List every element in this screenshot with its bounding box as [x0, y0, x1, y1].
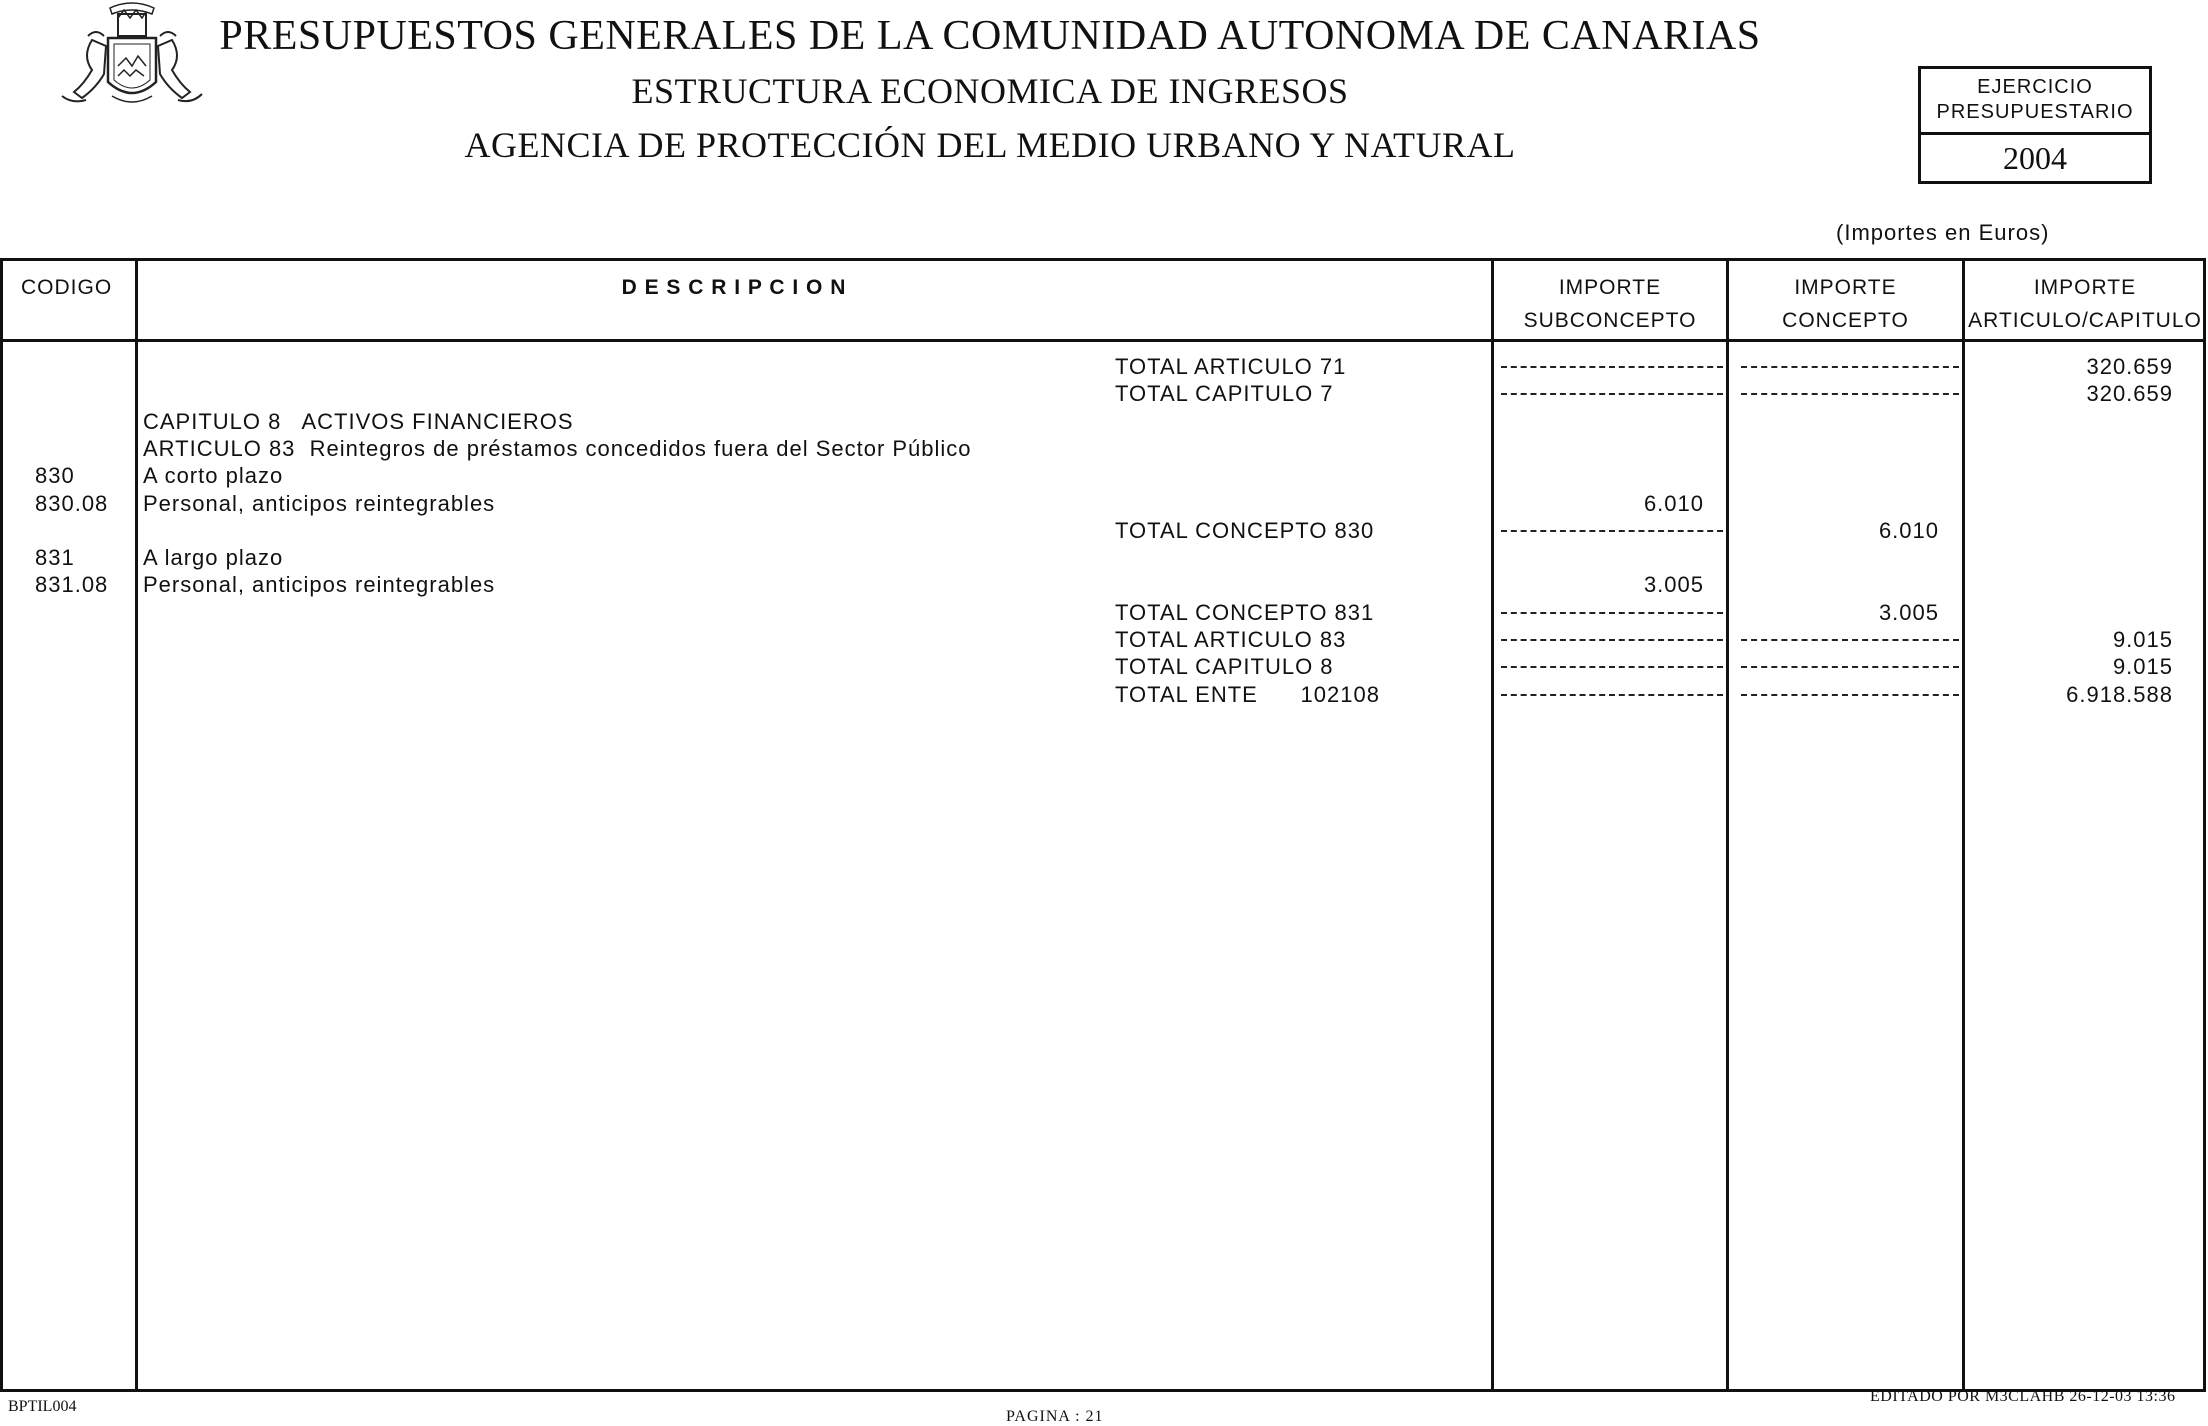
table-row [3, 681, 2203, 708]
table-row [3, 544, 2203, 571]
row-code: 831.08 [35, 572, 109, 598]
dash-placeholder [1741, 639, 1959, 641]
table-row [3, 380, 2203, 407]
agency-name: AGENCIA DE PROTECCIÓN DEL MEDIO URBANO Y NATURAL [464, 125, 1516, 165]
row-total-label: TOTAL CAPITULO 7 [1115, 381, 1334, 407]
row-code: 830 [35, 463, 75, 489]
dash-placeholder [1741, 366, 1959, 368]
row-description: CAPITULO 8 ACTIVOS FINANCIEROS [143, 408, 574, 434]
row-total-label: TOTAL ENTE 102108 [1115, 681, 1380, 707]
row-description: A corto plazo [143, 463, 284, 489]
row-total-label: TOTAL CONCEPTO 830 [1115, 517, 1375, 543]
ejercicio-label [1921, 69, 2149, 135]
row-description: ARTICULO 83 Reintegros de préstamos concedidos fuera del Sector Público [143, 435, 972, 461]
dash-placeholder [1741, 666, 1959, 668]
row-description: Personal, anticipos reintegrables [143, 572, 496, 598]
row-description: Personal, anticipos reintegrables [143, 490, 496, 516]
col-header-descripcion: D E S C R I P C I O N [621, 276, 847, 299]
ejercicio-label-line2: PRESUPUESTARIO [1936, 101, 2134, 123]
col-header-subconcepto-l1: IMPORTE [1558, 276, 1662, 299]
report-title: PRESUPUESTOS GENERALES DE LA COMUNIDAD AUTONOMA DE CANARIAS [219, 13, 1761, 59]
table-row [3, 653, 2203, 680]
table-row [3, 435, 2203, 462]
row-importe-articulo: 9.015 [2112, 627, 2173, 652]
row-importe-articulo: 320.659 [2086, 354, 2173, 379]
dash-placeholder [1501, 366, 1723, 368]
row-importe-subconcepto: 6.010 [1643, 490, 1704, 516]
budget-table [0, 258, 2206, 1392]
row-description: A largo plazo [143, 545, 284, 571]
col-header-concepto-l1: IMPORTE [1794, 276, 1897, 299]
table-row [3, 626, 2203, 653]
col-header-concepto [1729, 271, 1962, 337]
dash-placeholder [1741, 393, 1959, 395]
col-header-codigo: CODIGO [21, 276, 113, 299]
table-row [3, 571, 2203, 598]
table-row [3, 462, 2203, 489]
table-row [3, 517, 2203, 544]
row-total-label: TOTAL ARTICULO 83 [1115, 627, 1347, 652]
dash-placeholder [1501, 694, 1723, 696]
row-total-label: TOTAL CAPITULO 8 [1115, 654, 1334, 680]
row-importe-concepto: 3.005 [1878, 599, 1939, 625]
col-header-subconcepto-l2: SUBCONCEPTO [1523, 309, 1697, 332]
col-header-articulo-l2: ARTICULO/CAPITULO [1968, 309, 2202, 332]
row-total-label: TOTAL ARTICULO 71 [1115, 354, 1347, 379]
report-subtitle: ESTRUCTURA ECONOMICA DE INGRESOS [631, 71, 1349, 111]
table-row [3, 490, 2203, 517]
row-importe-concepto: 6.010 [1878, 517, 1939, 543]
dash-placeholder [1501, 393, 1723, 395]
dash-placeholder [1501, 639, 1723, 641]
row-importe-articulo: 9.015 [2112, 654, 2173, 680]
ejercicio-year: 2004 [2003, 140, 2067, 176]
table-row [3, 353, 2203, 380]
header-divider [3, 339, 2203, 342]
dash-placeholder [1501, 666, 1723, 668]
edited-by-stamp: EDITADO POR M3CLAHB 26-12-03 13:36 [1870, 1388, 2176, 1405]
ejercicio-box [1918, 66, 2152, 184]
row-total-label: TOTAL CONCEPTO 831 [1115, 599, 1375, 625]
units-note: (Importes en Euros) [1836, 220, 2050, 245]
col-header-concepto-l2: CONCEPTO [1782, 309, 1909, 332]
page-number: PAGINA : 21 [1006, 1408, 1104, 1425]
report-code: BPTIL004 [8, 1398, 77, 1415]
row-code: 831 [35, 545, 75, 571]
dash-placeholder [1501, 612, 1723, 614]
row-importe-subconcepto: 3.005 [1643, 572, 1704, 598]
col-header-articulo-l1: IMPORTE [2033, 276, 2137, 299]
row-importe-articulo: 6.918.588 [2066, 681, 2173, 707]
dash-placeholder [1741, 694, 1959, 696]
col-header-articulo-capitulo [1965, 271, 2205, 337]
table-row [3, 599, 2203, 626]
ejercicio-label-line1: EJERCICIO [1977, 76, 2093, 98]
table-row [3, 408, 2203, 435]
dash-placeholder [1501, 530, 1723, 532]
row-code: 830.08 [35, 490, 109, 516]
col-header-subconcepto [1494, 271, 1726, 337]
row-importe-articulo: 320.659 [2086, 381, 2173, 407]
